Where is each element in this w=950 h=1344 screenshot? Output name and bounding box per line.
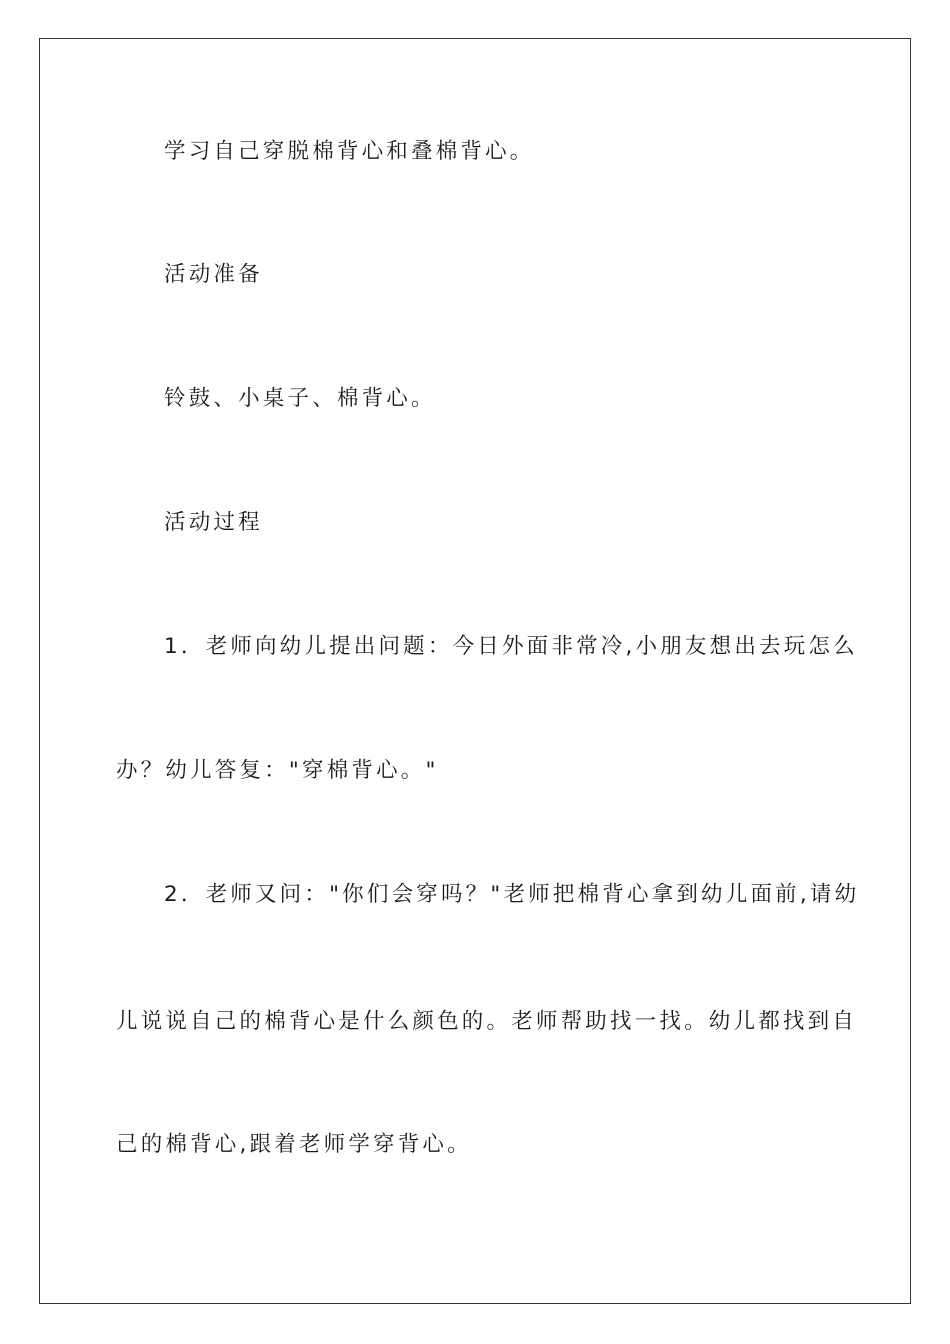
paragraph-materials: 铃鼓、小桌子、棉背心。	[164, 386, 436, 411]
step-1-line-1: 1．老师向幼儿提出问题：今日外面非常冷,小朋友想出去玩怎么	[164, 634, 858, 659]
step-2-line-3: 己的棉背心,跟着老师学穿背心。	[116, 1132, 472, 1157]
heading-activity-process: 活动过程	[164, 510, 263, 535]
heading-activity-preparation: 活动准备	[164, 262, 263, 287]
paragraph-goal: 学习自己穿脱棉背心和叠棉背心。	[164, 139, 535, 164]
page-border	[39, 38, 911, 1304]
step-2-line-1: 2．老师又问："你们会穿吗？"老师把棉背心拿到幼儿面前,请幼	[164, 882, 860, 907]
step-2-line-2: 儿说说自己的棉背心是什么颜色的。老师帮助找一找。幼儿都找到自	[116, 1009, 858, 1034]
step-1-line-2: 办？幼儿答复："穿棉背心。"	[116, 758, 439, 783]
